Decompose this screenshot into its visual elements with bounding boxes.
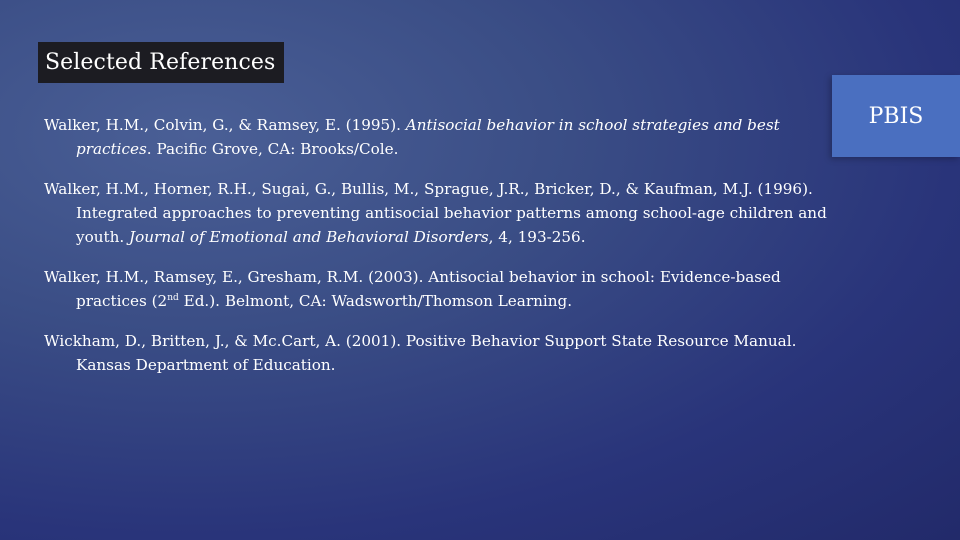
slide-title-box [38,42,284,83]
reference-item [44,177,844,249]
reference-item [44,329,844,377]
reference-title-italic: Antisocial behavior in school strategies and best practices [76,116,780,158]
reference-text: Walker, H.M., Colvin, G., & Ramsey, E. (1995). [44,116,406,134]
pbis-tag: PBIS [868,103,924,129]
reference-text: Wickham, D., Britten, J., & Mc.Cart, A. (2001). Positive Behavior Support State Resource Manual. Kansas Department of Education. [44,332,797,374]
reference-list [44,113,844,377]
slide-title: Selected References [45,50,276,75]
reference-text-end: Ed.). Belmont, CA: Wadsworth/Thomson Learning. [178,292,573,310]
reference-journal-italic: Journal of Emotional and Behavioral Disorders [129,228,489,246]
reference-superscript: nd [167,292,179,303]
reference-text: Walker, H.M., Ramsey, E., Gresham, R.M. (2003). Antisocial behavior in school: Evidence-based practices (2 [44,268,781,310]
reference-text-end: , 4, 193-256. [488,228,586,246]
pbis-tag-box [832,75,960,157]
reference-item [44,265,844,313]
reference-item [44,113,844,161]
reference-text-end: . Pacific Grove, CA: Brooks/Cole. [146,140,399,158]
reference-text: Walker, H.M., Horner, R.H., Sugai, G., Bullis, M., Sprague, J.R., Bricker, D., & Kaufman, M.J. (1996). Integrated approaches to preventing antisocial behavior patterns among school-age children and youth. [44,180,827,246]
